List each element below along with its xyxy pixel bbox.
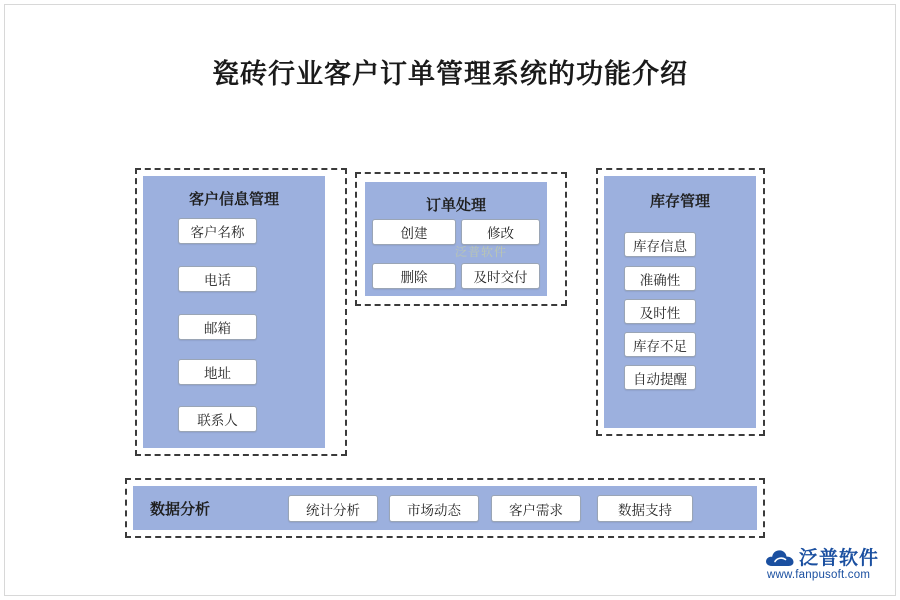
group-title-inventory: 库存管理 — [649, 193, 710, 210]
chip-data-statistics[interactable]: 统计分析 — [288, 495, 378, 522]
group-title-order: 订单处理 — [425, 197, 486, 214]
page-title: 瓷砖行业客户订单管理系统的功能介绍 — [212, 59, 688, 89]
brand-name: 泛普软件 — [799, 548, 880, 569]
group-title-customer: 客户信息管理 — [188, 191, 279, 208]
chip-inventory-auto-alert[interactable]: 自动提醒 — [624, 365, 696, 390]
chip-data-support[interactable]: 数据支持 — [597, 495, 693, 522]
chip-order-delete[interactable]: 删除 — [372, 263, 456, 289]
chip-data-customer-demand[interactable]: 客户需求 — [491, 495, 581, 522]
watermark-logo: 泛普软件 — [455, 245, 508, 259]
chip-customer-address[interactable]: 地址 — [178, 359, 257, 385]
chip-customer-email[interactable]: 邮箱 — [178, 314, 257, 340]
brand-url: www.fanpusoft.com — [767, 569, 871, 581]
chip-inventory-timeliness[interactable]: 及时性 — [624, 299, 696, 324]
chip-inventory-accuracy[interactable]: 准确性 — [624, 266, 696, 291]
chip-customer-name[interactable]: 客户名称 — [178, 218, 257, 244]
chip-customer-phone[interactable]: 电话 — [178, 266, 257, 292]
chip-inventory-info[interactable]: 库存信息 — [624, 232, 696, 257]
chip-customer-contact[interactable]: 联系人 — [178, 406, 257, 432]
chip-inventory-shortage[interactable]: 库存不足 — [624, 332, 696, 357]
chip-order-create[interactable]: 创建 — [372, 219, 456, 245]
brand-logo — [765, 543, 890, 589]
group-title-data: 数据分析 — [150, 501, 211, 518]
chip-order-on-time-delivery[interactable]: 及时交付 — [461, 263, 540, 289]
chip-data-market-trends[interactable]: 市场动态 — [389, 495, 479, 522]
chip-order-modify[interactable]: 修改 — [461, 219, 540, 245]
